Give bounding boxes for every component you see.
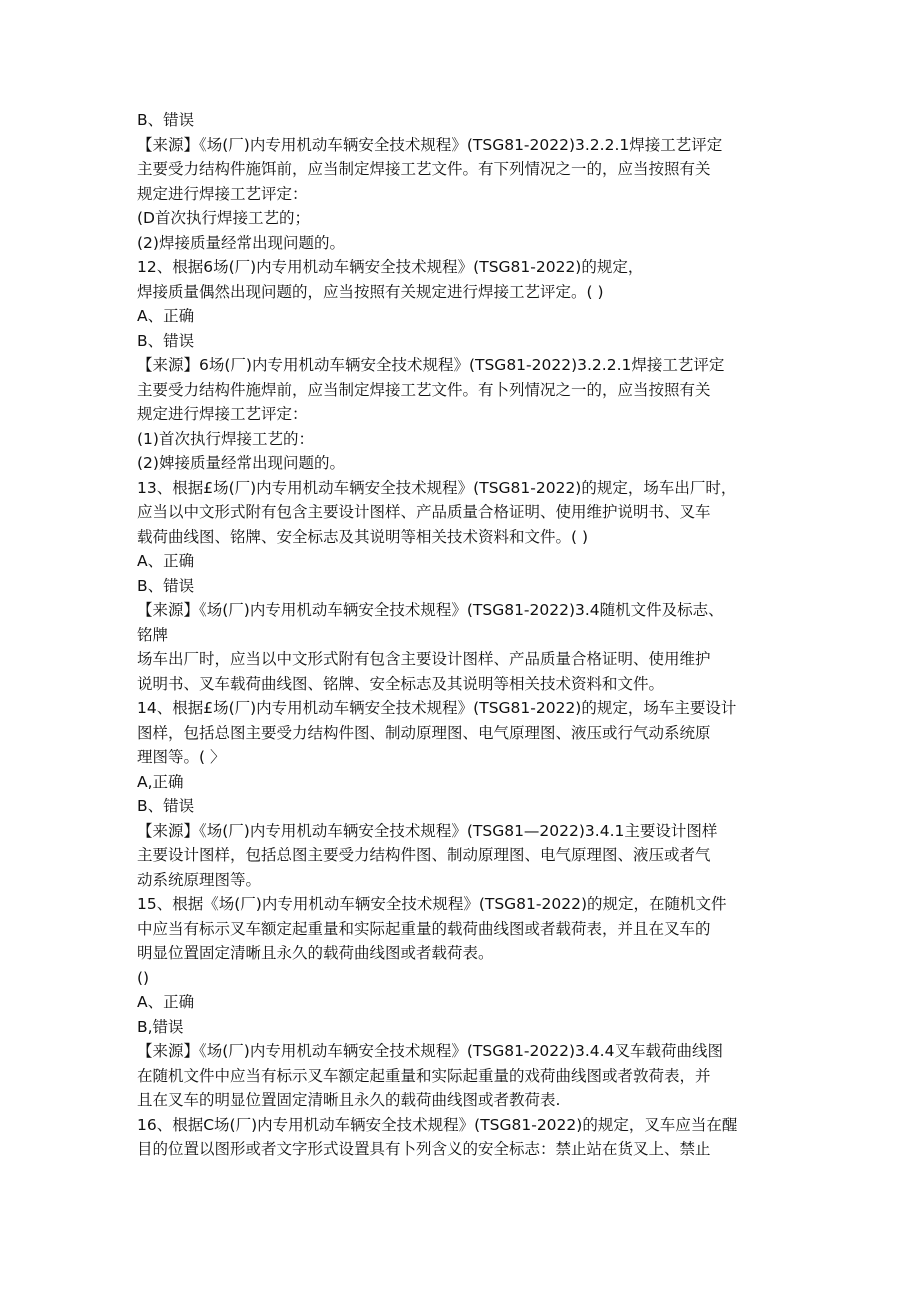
text-line: 规定进行焊接工艺评定： [137, 405, 308, 423]
text-line: 应当以中文形式附有包含主要设计图样、产品质量合格证明、使用维护说明书、叉车 [137, 503, 711, 521]
text-line: (1)首次执行焊接工艺的： [137, 429, 314, 448]
text-line: 明显位置固定清晰且永久的载荷曲线图或者载荷表。 [137, 944, 494, 962]
text-line: B、错误 [137, 111, 195, 129]
text-line: 【来源】6场(厂)内专用机动车辆安全技术规程》(TSG81-2022)3.2.2.1焊接工艺评定 [137, 356, 725, 374]
text-line: 说明书、叉车载荷曲线图、铭牌、安全标志及其说明等相关技术资料和文件。 [137, 674, 665, 693]
text-line: 主要受力结构件施焊前，应当制定焊接工艺文件。有卜列情况之一的，应当按照有关 [137, 380, 711, 399]
text-line: 在随机文件中应当有标示叉车额定起重量和实际起重量的戏荷曲线图或者敦荷表，并 [137, 1066, 711, 1085]
text-line: () [137, 968, 150, 987]
text-line: 场车出厂时，应当以中文形式附有包含主要设计图样、产品质量合格证明、使用维护 [137, 650, 711, 668]
text-line: 主要受力结构件施饵前，应当制定焊接工艺文件。有下列情况之一的，应当按照有关 [137, 160, 711, 178]
text-line: 中应当有标示叉车额定起重量和实际起重量的载荷曲线图或者载荷表，并且在叉车的 [137, 919, 711, 938]
text-line: (2)婢接质量经常出现问题的。 [137, 454, 345, 472]
text-line: B、错误 [137, 797, 195, 815]
text-line: 13、根据£场(厂)内专用机动车辆安全技术规程》(TSG81-2022)的规定，场车出厂时， [137, 478, 737, 497]
document-page [137, 108, 777, 1162]
text-line: 铭牌 [137, 625, 169, 644]
text-line: 【来源】《场(厂)内专用机动车辆安全技术规程》(TSG81-2022)3.4.4叉车载荷曲线图 [137, 1042, 723, 1060]
text-line: 14、根据£场(厂)内专用机动车辆安全技术规程》(TSG81-2022)的规定，场车主要设计 [137, 699, 737, 717]
text-line: 目的位置以图形或者文字形式设置具有卜列含义的安全标志：禁止站在货叉上、禁止 [137, 1140, 711, 1158]
text-line: 16、根据C场(厂)内专用机动车辆安全技术规程》(TSG81-2022)的规定，叉车应当在醒 [137, 1115, 738, 1134]
text-line: 动系统原理图等。 [137, 870, 262, 889]
text-line: A、正确 [137, 552, 195, 570]
text-line: A、正确 [137, 307, 195, 325]
text-line: 【来源】《场(厂)内专用机动车辆安全技术规程》(TSG81—2022)3.4.1主要设计图样 [137, 821, 718, 840]
text-line: 载荷曲线图、铭牌、安全标志及其说明等相关技术资料和文件。( ) [137, 527, 589, 546]
text-line: A、正确 [137, 993, 195, 1011]
text-line: 理图等。( 〉 [137, 748, 226, 766]
text-line: (D首次执行焊接工艺的； [137, 209, 310, 227]
text-line: 主要设计图样，包括总图主要受力结构件图、制动原理图、电气原理图、液压或者气 [137, 846, 711, 864]
text-line: 15、根据《场(厂)内专用机动车辆安全技术规程》(TSG81-2022)的规定，在随机文件 [137, 895, 727, 913]
text-line: (2)焊接质量经常出现问题的。 [137, 233, 345, 252]
text-line: 且在叉车的明显位置固定清晰且永久的载荷曲线图或者教荷表. [137, 1091, 561, 1109]
text-line: B、错误 [137, 576, 195, 595]
text-line: A,正确 [137, 772, 184, 791]
text-line: 规定进行焊接工艺评定： [137, 184, 308, 203]
text-line: 【来源】《场(厂)内专用机动车辆安全技术规程》(TSG81-2022)3.4随机文件及标志、 [137, 601, 724, 619]
text-line: B、错误 [137, 331, 195, 350]
text-line: 【来源】《场(厂)内专用机动车辆安全技术规程》(TSG81-2022)3.2.2.1焊接工艺评定 [137, 135, 723, 154]
text-line: 焊接质量偶然出现问题的，应当按照有关规定进行焊接工艺评定。( ) [137, 282, 604, 301]
text-line: B,错误 [137, 1017, 184, 1036]
text-line: 12、根据6场(厂)内专用机动车辆安全技术规程》(TSG81-2022)的规定， [137, 258, 644, 276]
text-line: 图样，包括总图主要受力结构件图、制动原理图、电气原理图、液压或行气动系统原 [137, 723, 711, 742]
